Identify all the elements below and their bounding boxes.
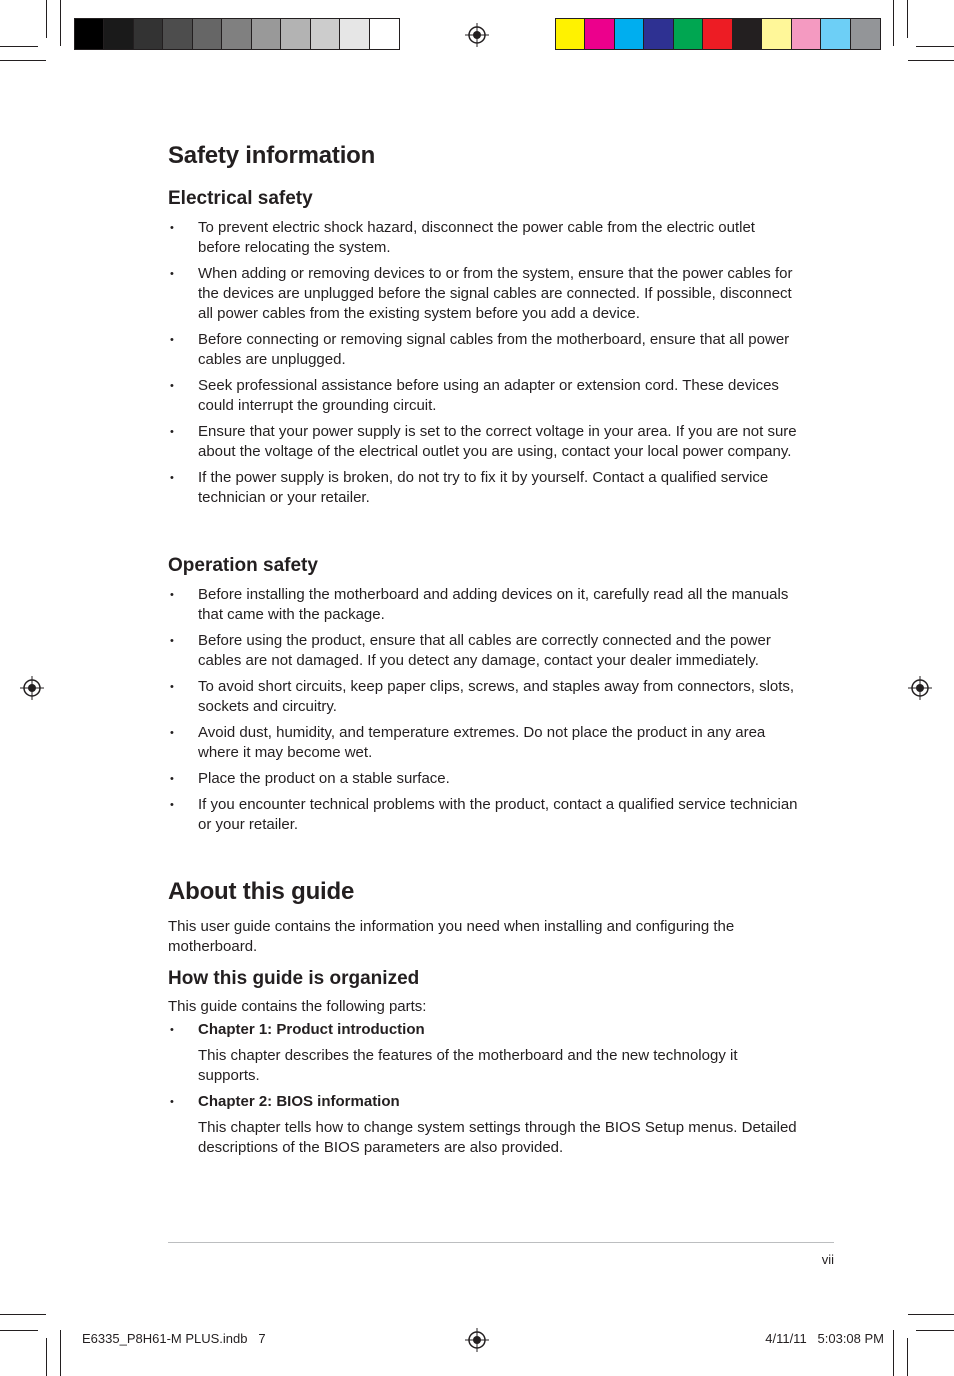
color-swatch	[733, 19, 762, 49]
crop-mark	[916, 1330, 954, 1331]
list-item: • If the power supply is broken, do not try to fix it by yourself. Contact a qualified service technician or your retailer.	[170, 469, 769, 506]
color-swatch	[163, 19, 192, 49]
guide-title: About this guide	[168, 878, 355, 905]
crop-mark	[893, 1330, 894, 1376]
list-item: • Before using the product, ensure that all cables are correctly connected and the power cables are not damaged. If you detect any damage, contact your dealer immediately.	[170, 632, 771, 669]
bullet-icon: •	[170, 380, 174, 392]
bullet-icon: •	[170, 472, 174, 484]
chapter-title: Chapter 2: BIOS information	[198, 1093, 400, 1110]
color-swatch	[193, 19, 222, 49]
color-swatch	[75, 19, 104, 49]
color-swatch	[556, 19, 585, 49]
slug-file-name: E6335_P8H61-M PLUS.indb 7	[82, 1331, 266, 1346]
bullet-icon: •	[170, 773, 174, 785]
color-swatch	[370, 19, 399, 49]
crop-mark	[60, 1330, 61, 1376]
color-swatch	[792, 19, 821, 49]
list-item: • Before installing the motherboard and adding devices on it, carefully read all the manuals that came with the package.	[170, 586, 789, 623]
operation-safety-list	[168, 585, 798, 841]
registration-mark-icon	[908, 676, 932, 700]
bullet-icon: •	[170, 268, 174, 280]
bullet-icon: •	[170, 799, 174, 811]
crop-mark	[60, 0, 61, 46]
list-item: • If you encounter technical problems with the product, contact a qualified service technician or your retailer.	[170, 796, 798, 833]
registration-mark-icon	[20, 676, 44, 700]
crop-mark	[0, 1330, 38, 1331]
chapter-title: Chapter 1: Product introduction	[198, 1021, 425, 1038]
color-swatch	[703, 19, 732, 49]
crop-mark	[46, 1338, 47, 1376]
grayscale-color-bar	[74, 18, 400, 50]
crop-mark	[46, 0, 47, 38]
chapter-list	[168, 1020, 798, 1164]
footer-rule	[168, 1242, 834, 1243]
color-swatch	[134, 19, 163, 49]
crop-mark	[0, 60, 46, 61]
color-swatch	[821, 19, 850, 49]
color-swatch	[281, 19, 310, 49]
guide-organization-intro: This guide contains the following parts:	[168, 998, 427, 1015]
crop-mark	[908, 1314, 954, 1315]
color-swatch	[104, 19, 133, 49]
color-swatch	[222, 19, 251, 49]
color-swatch	[851, 19, 880, 49]
bullet-icon: •	[170, 1096, 174, 1108]
bullet-icon: •	[170, 589, 174, 601]
electrical-safety-list	[168, 218, 798, 514]
chapter-description: This chapter describes the features of the motherboard and the new technology it supports.	[198, 1047, 738, 1084]
chapter-description: This chapter tells how to change system settings through the BIOS Setup menus. Detailed descriptions of the BIOS parameters are also provided.	[198, 1119, 797, 1156]
page-title: Safety information	[168, 142, 376, 169]
list-item: • To avoid short circuits, keep paper clips, screws, and staples away from connectors, slots, sockets and circuitry.	[170, 678, 795, 715]
list-item: • To prevent electric shock hazard, disconnect the power cable from the electric outlet before relocating the system.	[170, 219, 755, 256]
crop-mark	[916, 46, 954, 47]
slug-timestamp: 4/11/11 5:03:08 PM	[765, 1331, 884, 1346]
section-heading-operation-safety: Operation safety	[168, 555, 318, 576]
color-swatch	[311, 19, 340, 49]
crop-mark	[0, 46, 38, 47]
color-swatch	[252, 19, 281, 49]
list-item: • Place the product on a stable surface.	[170, 770, 450, 787]
bullet-icon: •	[170, 727, 174, 739]
color-swatch	[644, 19, 673, 49]
bullet-icon: •	[170, 334, 174, 346]
process-color-bar	[555, 18, 881, 50]
bullet-icon: •	[170, 426, 174, 438]
guide-intro: This user guide contains the information you need when installing and configuring the motherboard.	[168, 918, 735, 955]
list-item: • Seek professional assistance before using an adapter or extension cord. These devices could interrupt the grounding circuit.	[170, 377, 779, 414]
list-item: • Before connecting or removing signal cables from the motherboard, ensure that all power cables are unplugged.	[170, 331, 790, 368]
section-heading-guide-organization: How this guide is organized	[168, 968, 420, 989]
section-heading-electrical-safety: Electrical safety	[168, 188, 313, 209]
crop-mark	[907, 1338, 908, 1376]
list-item: • Avoid dust, humidity, and temperature extremes. Do not place the product in any area where it may become wet.	[170, 724, 766, 761]
page-number: vii	[821, 1252, 834, 1267]
list-item: • Ensure that your power supply is set to the correct voltage in your area. If you are not sure about the voltage of the electrical outlet you are using, contact your local power company.	[170, 423, 797, 460]
crop-mark	[908, 60, 954, 61]
color-swatch	[340, 19, 369, 49]
crop-mark	[893, 0, 894, 46]
color-swatch	[674, 19, 703, 49]
color-swatch	[585, 19, 614, 49]
bullet-icon: •	[170, 681, 174, 693]
registration-mark-icon	[465, 23, 489, 47]
bullet-icon: •	[170, 635, 174, 647]
bullet-icon: •	[170, 222, 174, 234]
bullet-icon: •	[170, 1024, 174, 1036]
list-item	[168, 1092, 798, 1158]
list-item	[168, 1020, 798, 1086]
crop-mark	[907, 0, 908, 38]
color-swatch	[762, 19, 791, 49]
list-item: • When adding or removing devices to or from the system, ensure that the power cables for the devices are unplugged before the signal cables are connected. If possible, disconnect all power cables from the existing system before you add a device.	[170, 265, 793, 322]
registration-mark-icon	[465, 1328, 489, 1352]
color-swatch	[615, 19, 644, 49]
crop-mark	[0, 1314, 46, 1315]
